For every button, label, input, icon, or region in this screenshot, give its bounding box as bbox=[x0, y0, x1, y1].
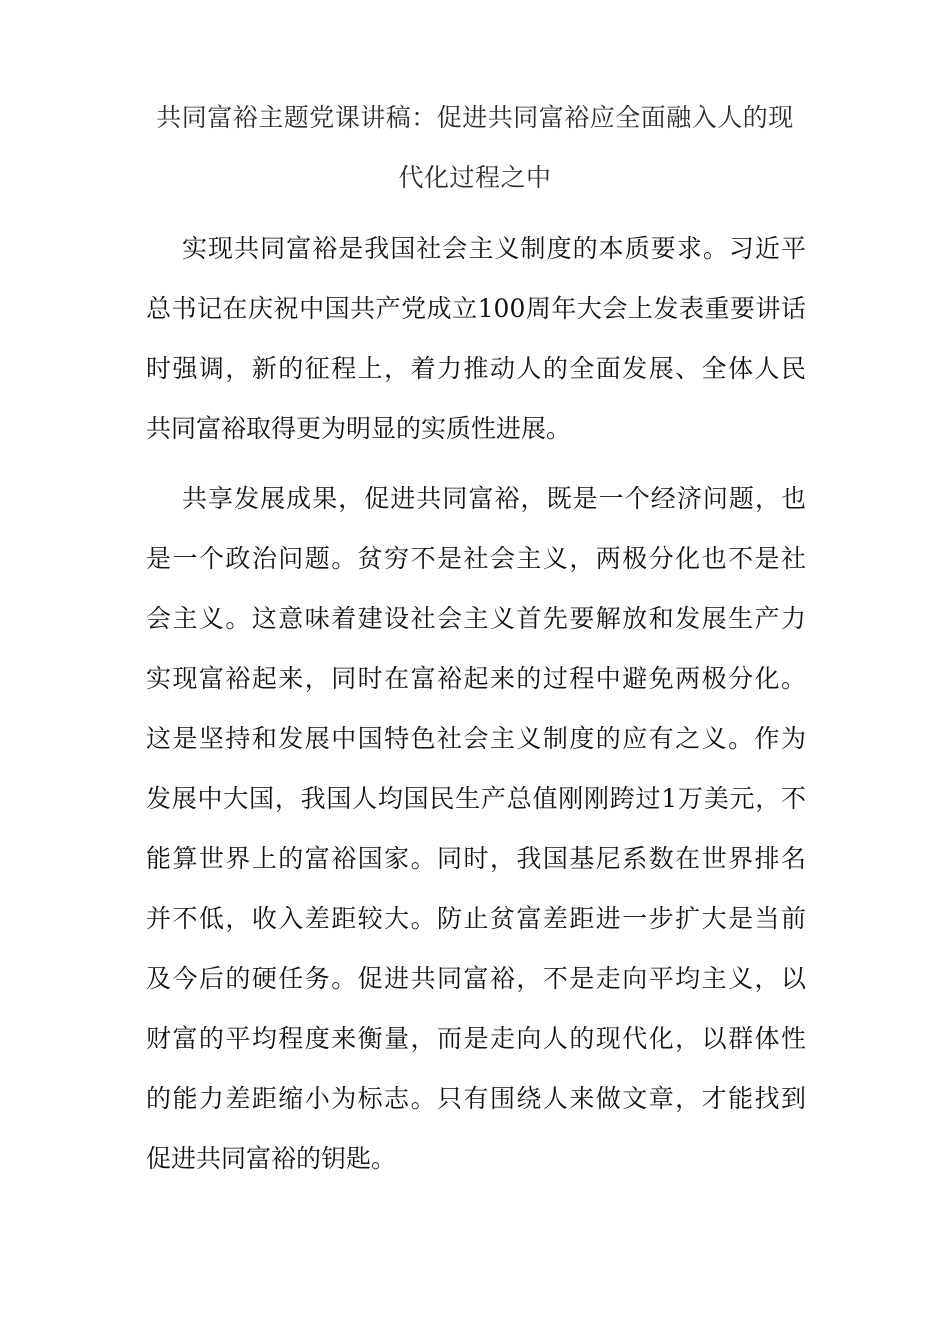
paragraph-2-line-2: 是一个政治问题。贫穷不是社会主义，两极分化也不是社 bbox=[146, 544, 806, 573]
paragraph-2-line-11: 的能力差距缩小为标志。只有围绕人来做文章，才能找到 bbox=[146, 1084, 806, 1113]
paragraph-2-line-6: 发展中大国，我国人均国民生产总值刚刚跨过1万美元，不 bbox=[146, 784, 806, 813]
paragraph-2-line-8: 并不低，收入差距较大。防止贫富差距进一步扩大是当前 bbox=[146, 904, 806, 933]
paragraph-1-line-1: 实现共同富裕是我国社会主义制度的本质要求。习近平 bbox=[182, 234, 806, 263]
document-title-line-1: 共同富裕主题党课讲稿：促进共同富裕应全面融入人的现 bbox=[156, 103, 794, 132]
paragraph-2-line-4: 实现富裕起来，同时在富裕起来的过程中避免两极分化。 bbox=[146, 664, 806, 693]
paragraph-1-line-3: 时强调，新的征程上，着力推动人的全面发展、全体人民 bbox=[146, 354, 806, 383]
paragraph-1-line-4: 共同富裕取得更为明显的实质性进展。 bbox=[146, 414, 572, 443]
paragraph-1-line-2: 总书记在庆祝中国共产党成立100周年大会上发表重要讲话 bbox=[146, 294, 806, 323]
paragraph-2-line-10: 财富的平均程度来衡量，而是走向人的现代化，以群体性 bbox=[146, 1024, 806, 1053]
paragraph-2-line-5: 这是坚持和发展中国特色社会主义制度的应有之义。作为 bbox=[146, 724, 806, 753]
paragraph-2-line-1: 共享发展成果，促进共同富裕，既是一个经济问题，也 bbox=[182, 484, 806, 513]
paragraph-2-line-7: 能算世界上的富裕国家。同时，我国基尼系数在世界排名 bbox=[146, 844, 806, 873]
document-title-line-2: 代化过程之中 bbox=[398, 163, 552, 192]
paragraph-2-line-12: 促进共同富裕的钥匙。 bbox=[146, 1144, 397, 1173]
paragraph-2-line-9: 及今后的硬任务。促进共同富裕，不是走向平均主义，以 bbox=[146, 964, 806, 993]
paragraph-2-line-3: 会主义。这意味着建设社会主义首先要解放和发展生产力 bbox=[146, 604, 806, 633]
